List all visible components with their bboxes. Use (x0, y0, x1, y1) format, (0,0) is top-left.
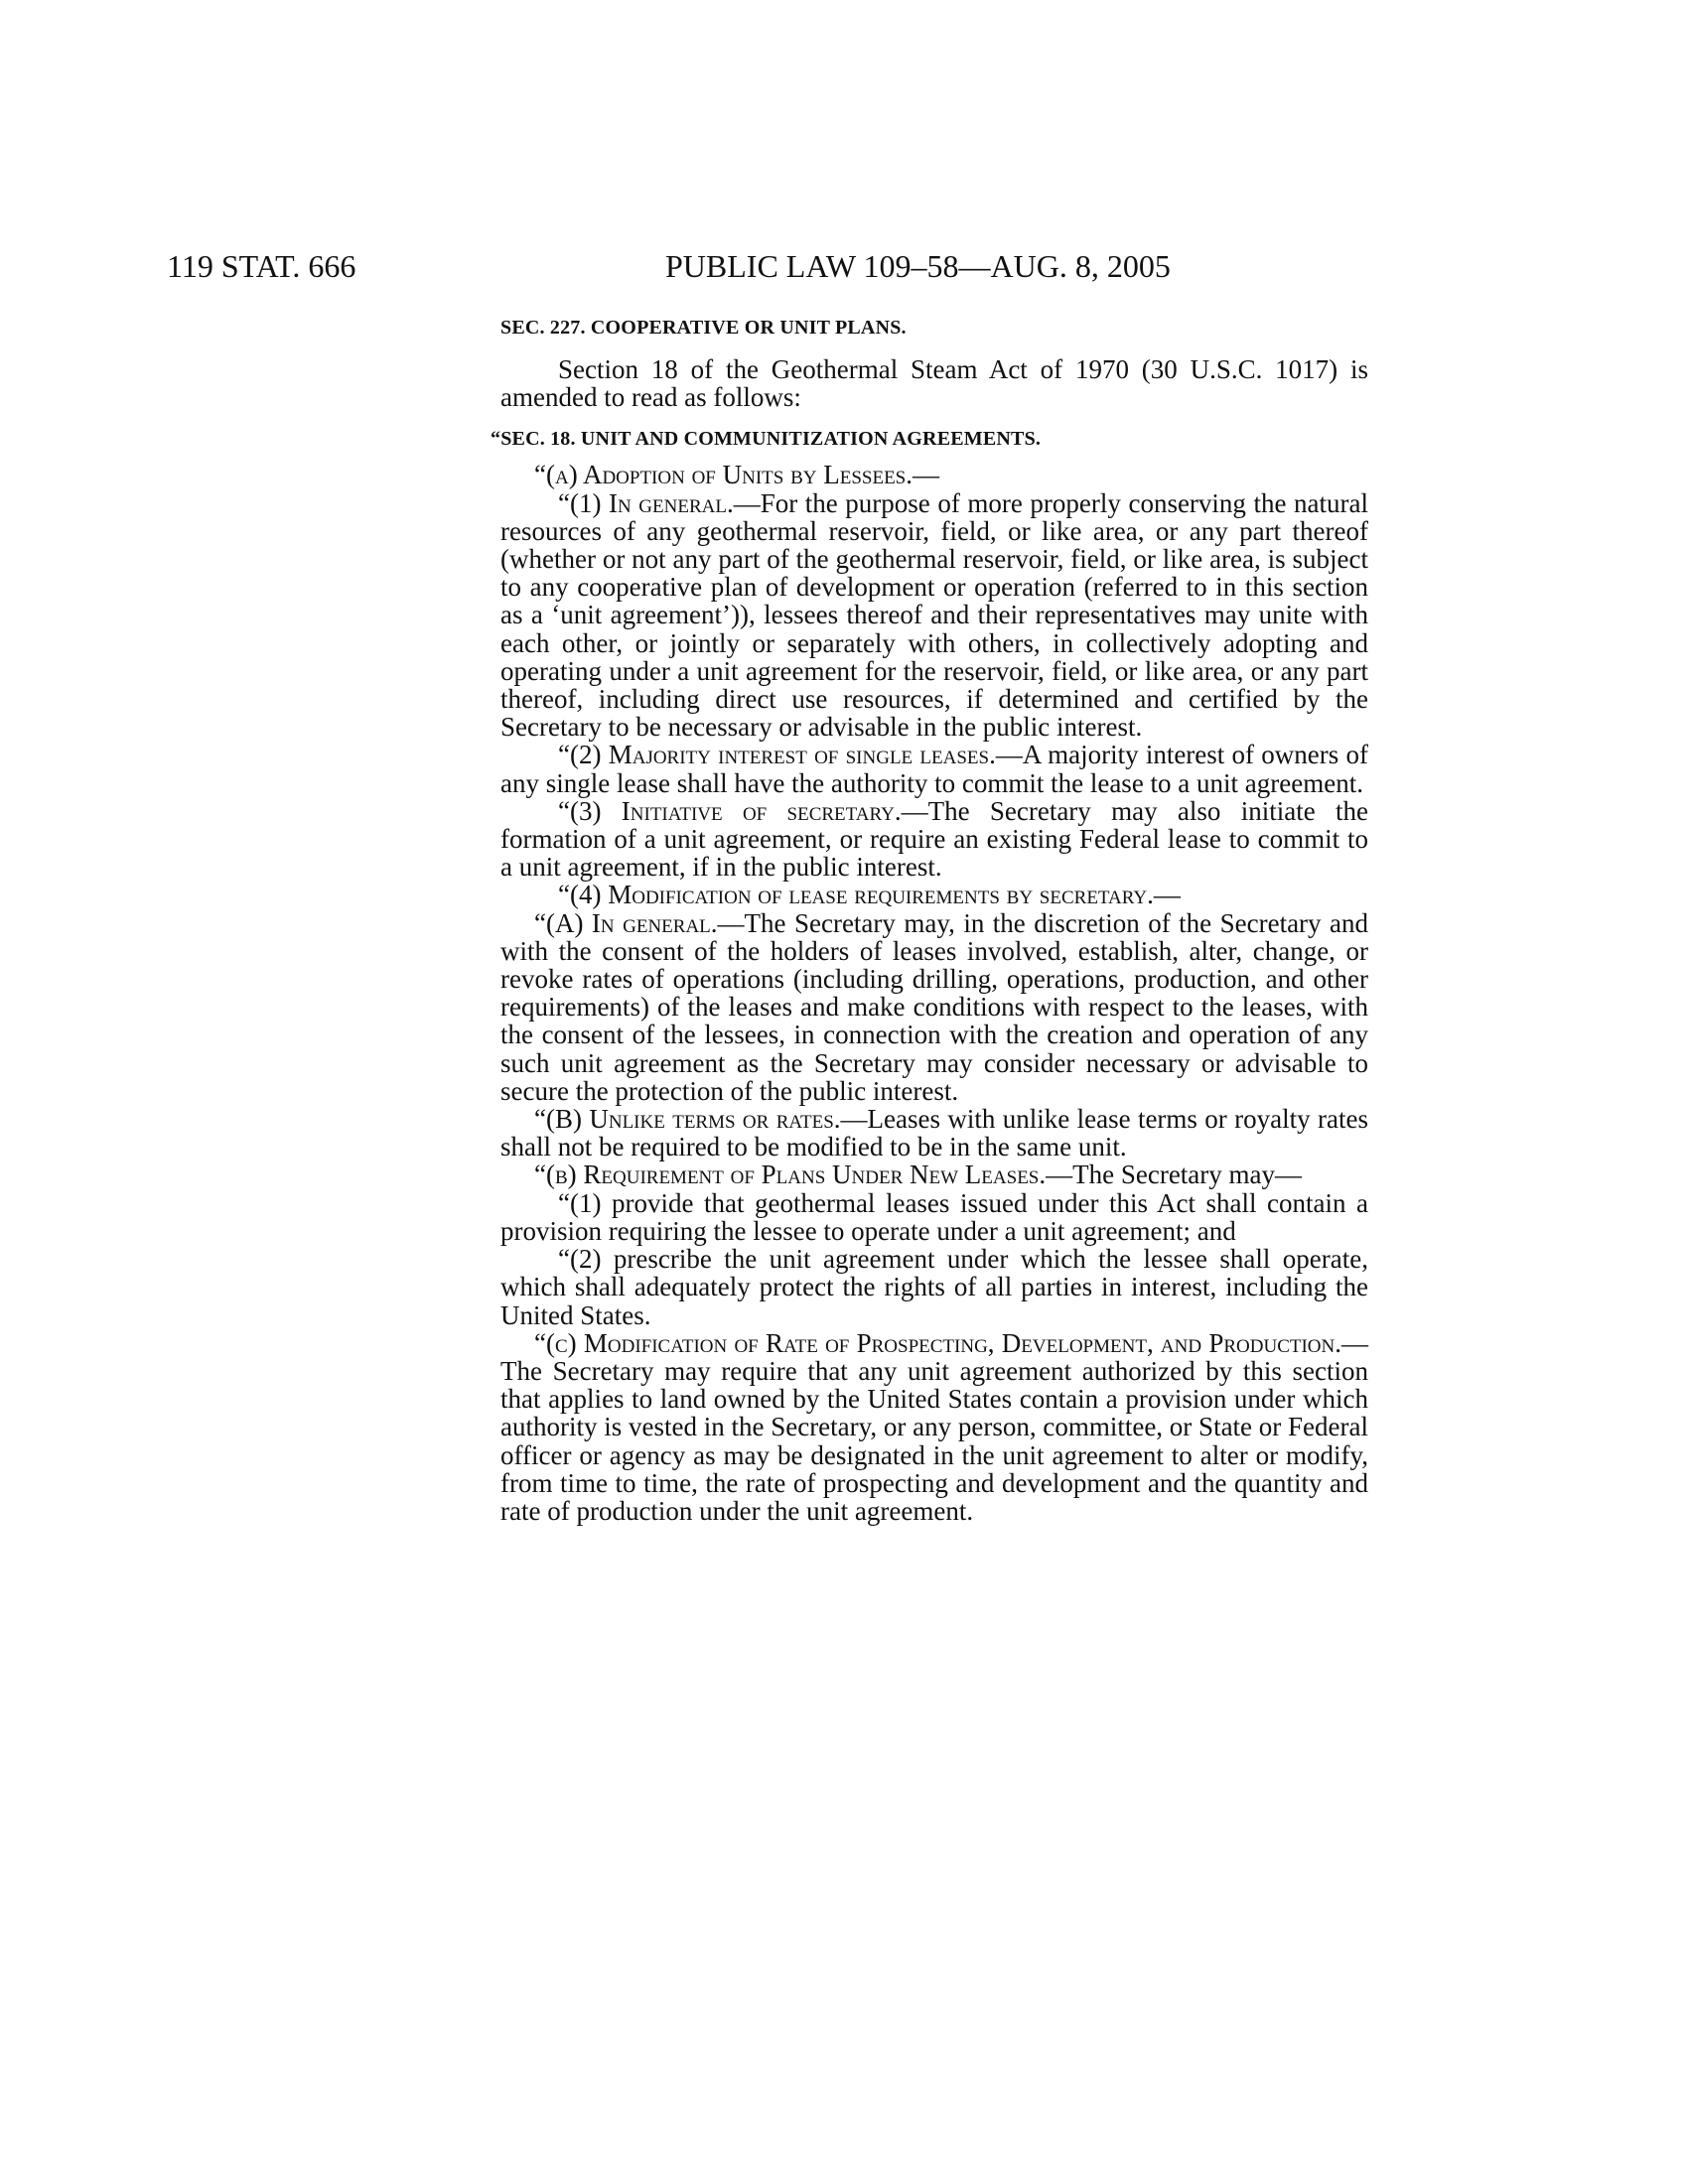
paragraph-a3 (500, 797, 1368, 882)
paragraph-a2-label: “(2) Majority interest of single leases. (558, 740, 996, 770)
page-header (167, 244, 1368, 288)
paragraph-a1 (500, 489, 1368, 742)
paragraph-a3-label: “(3) Initiative of secretary. (558, 795, 902, 826)
subparagraph-a4-A-text: —The Secretary may, in the discretion of the Secretary and with the consent of the holders of leases involved, establish, alter, change, or revoke rates of operations (including drilling, operations, production, and other requirements) of the leases and make conditions with respect to the leases, with the consent of the lessees, in connection with the creation and operation of any such unit agreement as the Secretary may consider necessary or advisable to secure the protection of the public interest. (500, 907, 1368, 1106)
subparagraph-a4-B (500, 1105, 1368, 1160)
paragraph-a2-text: —A majority interest of owners of any single lease shall have the authority to commit the lease to a unit agreement. (500, 740, 1368, 798)
subsection-b-text: —The Secretary may— (1046, 1160, 1303, 1190)
subsection-b (500, 1160, 1368, 1188)
paragraph-a3-text: —The Secretary may also initiate the formation of a unit agreement, or require an existing Federal lease to commit to a unit agreement, if in the public interest. (500, 795, 1368, 883)
subsection-c (500, 1329, 1368, 1525)
subsection-c-label: “(c) Modification of Rate of Prospecting, Development, and Production. (534, 1327, 1341, 1358)
public-law-title: PUBLIC LAW 109–58—AUG. 8, 2005 (665, 248, 1171, 284)
subsection-a-heading (500, 461, 1368, 488)
paragraph-b1: “(1) provide that geothermal leases issued under this Act shall contain a provision requiring the lessee to operate under a unit agreement; and (500, 1187, 1368, 1246)
paragraph-a1-text: —For the purpose of more properly conserving the natural resources of any geothermal reservoir, field, or like area, or any part thereof (whether or not any part of the geothermal reservoir, field, or like area, is subject to any cooperative plan of development or operation (referred to in this section as a ‘unit agreement’)), lessees thereof and their representatives may unite with each other, or jointly or separately with others, in collectively adopting and operating under a unit agreement for the reservoir, field, or like area, or any part thereof, including direct use resources, if determined and certified by the Secretary to be necessary or advisable in the public interest. (500, 487, 1368, 743)
section-18-heading: “SEC. 18. UNIT AND COMMUNITIZATION AGREEMENTS. (491, 428, 1042, 451)
subparagraph-a4-B-text: —Leases with unlike lease terms or royalty rates shall not be required to be modified to be in the same unit. (500, 1104, 1368, 1162)
subparagraph-a4-A-label: “(A) In general. (534, 907, 718, 938)
document-body (491, 314, 1368, 1526)
subparagraph-a4-B-label: “(B) Unlike terms or rates. (534, 1104, 841, 1135)
subsection-c-text: —The Secretary may require that any unit agreement authorized by this section that applies to land owned by the United States contain a provision under which authority is vested in the Secretary, or any person, committee, or State or Federal officer or agency as may be designated in the unit agreement to alter or modify, from time to time, the rate of prospecting and development and the quantity and rate of production under the unit agreement. (500, 1327, 1368, 1526)
statute-page-number: 119 STAT. 666 (167, 248, 356, 284)
subparagraph-a4-A (500, 909, 1368, 1105)
paragraph-a4-label: “(4) Modification of lease requirements by secretary.— (558, 880, 1181, 910)
subsection-a-label: “(a) Adoption of Units by Lessees.— (534, 460, 939, 490)
paragraph-a4-heading (500, 881, 1368, 908)
paragraph-a1-label: “(1) In general. (558, 487, 734, 518)
paragraph-a2 (500, 741, 1368, 796)
section-227-heading: SEC. 227. COOPERATIVE OR UNIT PLANS. (500, 317, 907, 339)
section-227-intro: Section 18 of the Geothermal Steam Act of 1970 (30 U.S.C. 1017) is amended to read as follows: (500, 354, 1368, 413)
subsection-b-label: “(b) Requirement of Plans Under New Leases. (534, 1160, 1047, 1190)
paragraph-b2: “(2) prescribe the unit agreement under which the lessee shall operate, which shall adequately protect the rights of all parties in interest, including the United States. (500, 1244, 1368, 1330)
